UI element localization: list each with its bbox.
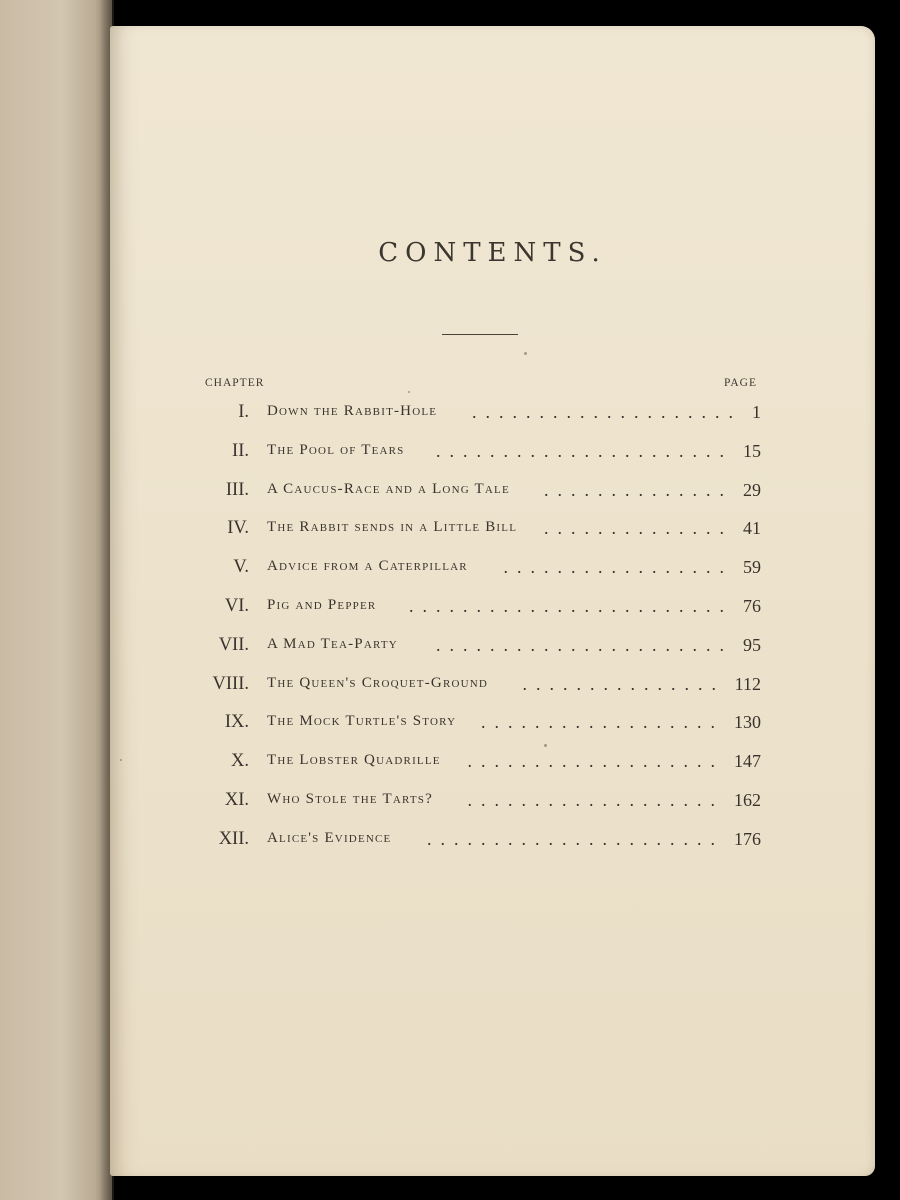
- chapter-title: The Queen's Croquet-Ground: [267, 674, 489, 691]
- toc-entry: [110, 829, 875, 859]
- toc-entry: [110, 712, 875, 742]
- chapter-numeral: IV.: [227, 518, 249, 539]
- toc-entry: [110, 790, 875, 820]
- toc-entry: [110, 596, 875, 626]
- toc-entry: [110, 557, 875, 587]
- dot-leader: ......................: [436, 440, 733, 461]
- page-number: 147: [734, 751, 761, 772]
- toc-entry: [110, 635, 875, 665]
- dot-leader: ..................: [481, 712, 724, 733]
- paper-speck: [408, 391, 410, 393]
- paper-speck: [524, 352, 527, 355]
- chapter-title: The Rabbit sends in a Little Bill: [267, 519, 518, 536]
- chapter-title: A Mad Tea-Party: [267, 635, 398, 652]
- page-number: 41: [743, 518, 761, 539]
- chapter-numeral: VII.: [218, 634, 249, 655]
- toc-entry: [110, 480, 875, 510]
- chapter-numeral: IX.: [224, 712, 249, 733]
- chapter-title: Pig and Pepper: [267, 597, 377, 613]
- chapter-numeral: XI.: [224, 790, 249, 810]
- chapter-numeral: XII.: [218, 828, 249, 849]
- dot-leader: ......................: [436, 634, 733, 655]
- chapter-title: A Caucus-Race and a Long Tale: [267, 480, 510, 497]
- contents-page: [110, 26, 875, 1176]
- chapter-title: The Pool of Tears: [267, 441, 405, 458]
- title-rule: [442, 334, 518, 335]
- chapter-numeral: III.: [225, 479, 249, 500]
- page-number: 162: [734, 790, 761, 810]
- paper-speck: [544, 744, 547, 747]
- page-number: 130: [734, 712, 761, 733]
- page-column-header: PAGE: [724, 377, 757, 389]
- dot-leader: ....................: [472, 402, 742, 422]
- page-title: CONTENTS.: [378, 238, 607, 268]
- chapter-numeral: VI.: [224, 596, 249, 616]
- dot-leader: ...................: [467, 751, 724, 772]
- chapter-title: Alice's Evidence: [267, 829, 392, 846]
- page-number: 95: [743, 634, 761, 655]
- dot-leader: ......................: [427, 828, 724, 849]
- page-number: 176: [734, 828, 761, 849]
- toc-entry: [110, 441, 875, 471]
- toc-entry: [110, 751, 875, 781]
- chapter-numeral: II.: [232, 440, 249, 461]
- chapter-column-header: CHAPTER: [205, 377, 265, 389]
- chapter-numeral: I.: [238, 402, 249, 422]
- page-number: 59: [743, 557, 761, 578]
- dot-leader: ..............: [544, 479, 733, 500]
- dot-leader: ...................: [467, 790, 724, 810]
- page-number: 1: [752, 402, 761, 422]
- chapter-title: Down the Rabbit-Hole: [267, 403, 438, 419]
- dot-leader: .................: [503, 557, 733, 578]
- page-number: 29: [743, 479, 761, 500]
- chapter-title: The Mock Turtle's Story: [267, 713, 457, 730]
- facing-page: [0, 0, 112, 1200]
- chapter-numeral: V.: [233, 557, 249, 578]
- dot-leader: ........................: [409, 596, 733, 616]
- dot-leader: ...............: [522, 673, 725, 694]
- chapter-numeral: X.: [231, 751, 249, 772]
- page-number: 76: [743, 596, 761, 616]
- toc-entry: [110, 518, 875, 548]
- chapter-title: Who Stole the Tarts?: [267, 791, 433, 807]
- toc-entry: [110, 674, 875, 704]
- toc-entry: [110, 402, 875, 432]
- page-number: 15: [743, 440, 761, 461]
- chapter-title: Advice from a Caterpillar: [267, 558, 468, 575]
- chapter-title: The Lobster Quadrille: [267, 752, 441, 769]
- chapter-numeral: VIII.: [212, 673, 249, 694]
- page-number: 112: [734, 673, 761, 694]
- dot-leader: ..............: [544, 518, 733, 539]
